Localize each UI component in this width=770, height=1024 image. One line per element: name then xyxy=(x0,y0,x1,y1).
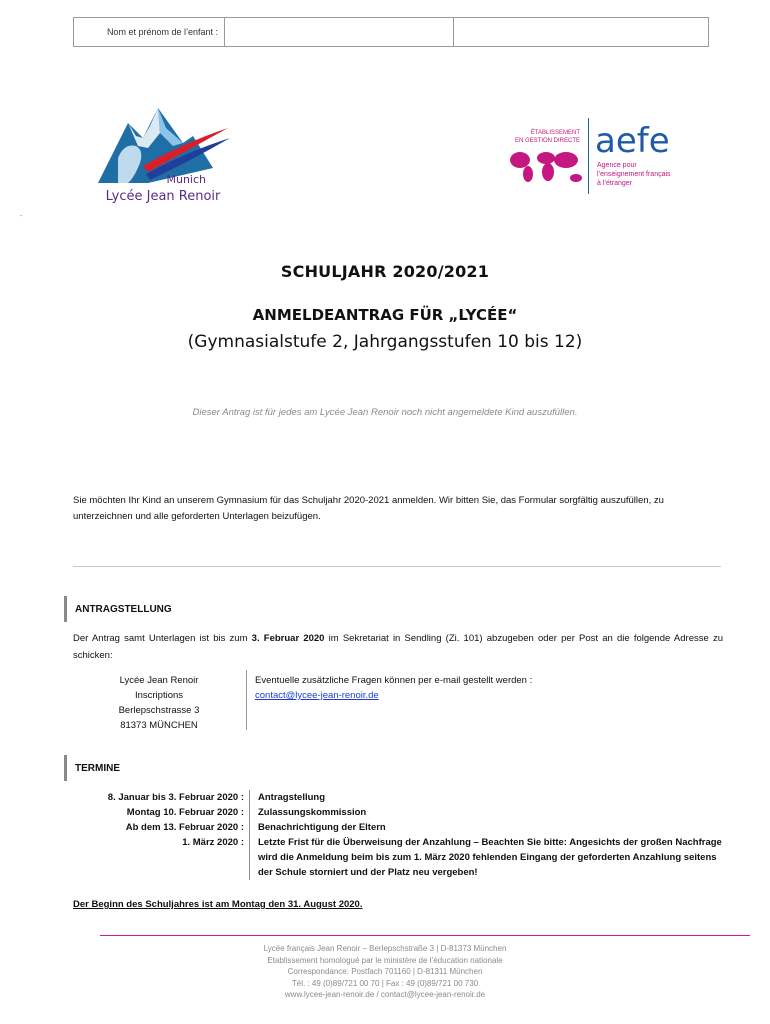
aefe-badge-line2: EN GESTION DIRECTE xyxy=(514,138,580,144)
footer-rule xyxy=(100,935,750,936)
intro-paragraph: Sie möchten Ihr Kind an unserem Gymnasium für das Schuljahr 2020-2021 anmelden. Wir bitten Sie, das Formular sorgfältig auszufüllen, zu unterzeichnen und alle geforderten Unterlagen beizufügen. xyxy=(73,495,664,522)
section-heading-termine xyxy=(64,755,120,781)
address-line: Berlepschstrasse 3 xyxy=(118,705,200,716)
aefe-tag-line3: à l’étranger xyxy=(597,180,633,187)
termine-date: 8. Januar bis 3. Februar 2020 : xyxy=(107,792,244,803)
aefe-tag-line2: l’enseignement français xyxy=(597,171,671,178)
lycee-jean-renoir-logo xyxy=(88,88,238,218)
form-note: Dieser Antrag ist für jedes am Lycée Jean Renoir noch nicht angemeldete Kind auszufüllen. xyxy=(192,407,578,418)
contact-email-link[interactable]: contact@lycee-jean-renoir.de xyxy=(255,690,379,701)
aefe-badge-line1: ÉTABLISSEMENT xyxy=(530,130,580,136)
termine-desc: Benachrichtigung der Eltern xyxy=(258,822,386,833)
termine-row xyxy=(73,790,723,805)
termine-row xyxy=(73,820,723,835)
antrag-deadline: 3. Februar 2020 xyxy=(251,633,325,644)
stray-mark: - xyxy=(20,213,23,220)
address-separator xyxy=(246,670,247,730)
termine-separator xyxy=(249,805,250,820)
school-start-note: Der Beginn des Schuljahres ist am Montag den 31. August 2020. xyxy=(73,899,363,910)
school-year-title: SCHULJAHR 2020/2021 xyxy=(280,262,490,281)
form-subtitle: (Gymnasialstufe 2, Jahrgangsstufen 10 bis 12) xyxy=(187,332,583,352)
child-name-field[interactable] xyxy=(225,18,454,46)
contact-block xyxy=(255,673,725,703)
logo-city: Munich xyxy=(166,173,206,186)
termine-desc: Zulassungskommission xyxy=(258,807,367,818)
divider xyxy=(73,566,721,567)
section-heading-label: ANTRAGSTELLUNG xyxy=(75,603,172,615)
aefe-logo xyxy=(500,108,710,198)
termine-date: Ab dem 13. Februar 2020 : xyxy=(125,822,244,833)
termine-separator xyxy=(249,835,250,880)
footer-line: www.lycee-jean-renoir.de / contact@lycee-jean-renoir.de xyxy=(284,990,486,999)
aefe-divider xyxy=(588,118,589,194)
footer-line: Correspondance: Postfach 701160 | D-81311 München xyxy=(287,967,483,976)
aefe-brand: aefe xyxy=(595,121,670,161)
address-line: Lycée Jean Renoir xyxy=(119,675,199,686)
termine-date: Montag 10. Februar 2020 : xyxy=(126,807,244,818)
footer-line: Tél. : 49 (0)89/721 00 70 | Fax : 49 (0)89/721 00 730 xyxy=(291,978,479,988)
child-name-field-extra[interactable] xyxy=(454,18,708,46)
contact-text: Eventuelle zusätzliche Fragen können per e-mail gestellt werden : xyxy=(255,675,533,686)
section-heading-antragstellung xyxy=(64,596,172,622)
address-line: 81373 MÜNCHEN xyxy=(120,720,198,731)
termine-row xyxy=(73,835,723,880)
antrag-paragraph xyxy=(73,630,723,664)
termine-date: 1. März 2020 : xyxy=(182,837,244,848)
child-name-table xyxy=(73,17,709,47)
termine-row xyxy=(73,805,723,820)
termine-separator xyxy=(249,820,250,835)
footer xyxy=(0,943,770,1001)
child-name-label: Nom et prénom de l’enfant : xyxy=(74,18,225,46)
footer-line: Lycée français Jean Renoir – Berlepschstraße 3 | D-81373 München xyxy=(263,944,507,953)
antrag-text-after: im Sekretariat in Sendling (Zi. 101) abzugeben oder per Post an die folgende Adresse zu schicken: xyxy=(73,633,723,661)
termine-list xyxy=(73,790,723,880)
footer-line: Etablissement homologué par le ministère de l’éducation nationale xyxy=(267,955,503,965)
world-map-icon xyxy=(510,152,582,182)
section-heading-label: TERMINE xyxy=(75,762,120,774)
antrag-text-before: Der Antrag samt Unterlagen ist bis zum xyxy=(73,633,252,644)
logo-school: Lycée Jean Renoir xyxy=(105,189,221,204)
termine-separator xyxy=(249,790,250,805)
termine-desc: Antragstellung xyxy=(258,792,326,803)
address-line: Inscriptions xyxy=(134,690,184,701)
aefe-tag-line1: Agence pour xyxy=(597,162,637,169)
form-title: ANMELDEANTRAG FÜR „LYCÉE“ xyxy=(252,306,518,324)
postal-address xyxy=(73,673,245,733)
termine-desc: Letzte Frist für die Überweisung der Anzahlung – Beachten Sie bitte: Angesichts der großen Nachfrage wird die Anmeldung beim bis zum 1. März 2020 fehlenden Eingang der geforderten Anzahlung seitens der Schule storniert und der Platz neu vergeben! xyxy=(258,837,722,878)
